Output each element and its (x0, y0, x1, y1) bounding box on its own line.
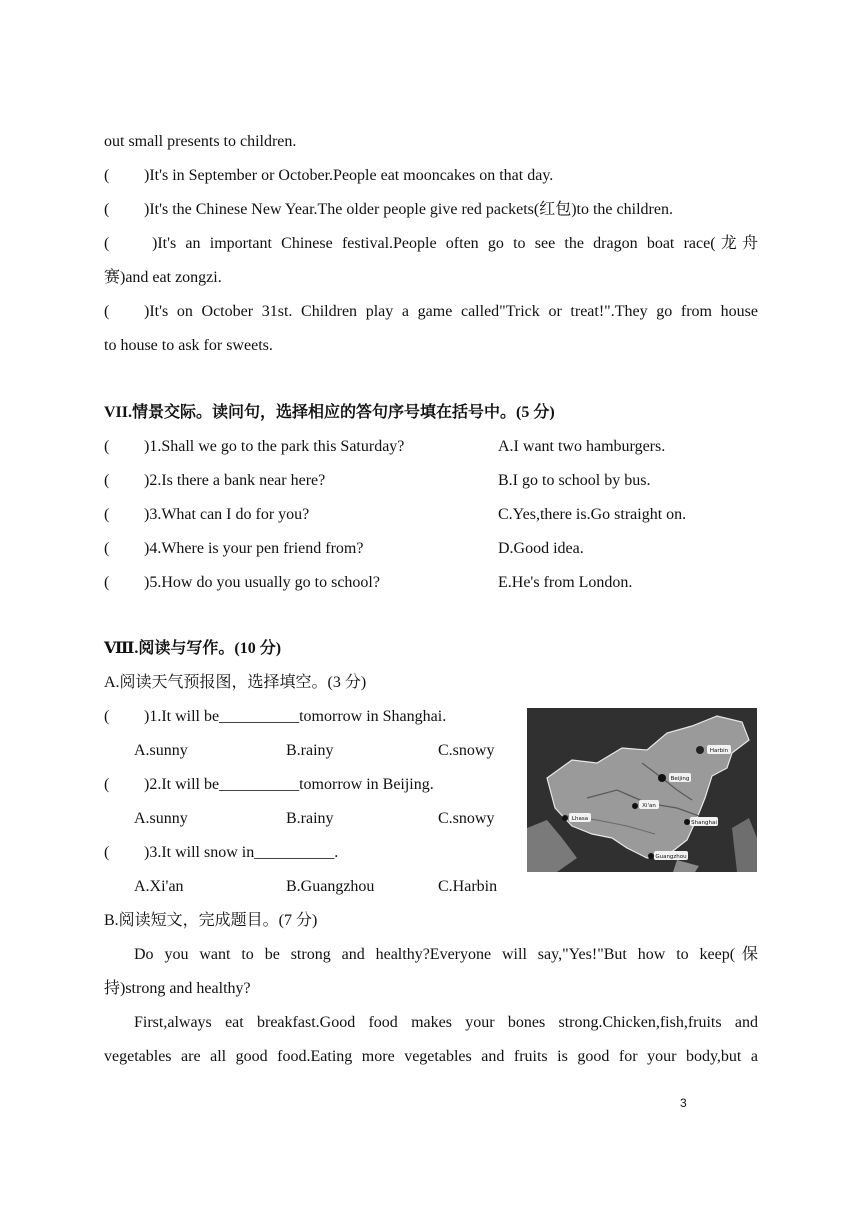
festival-item-4 (104, 302, 758, 322)
festival-item-3 (104, 234, 758, 254)
snow-marker (696, 746, 704, 754)
dialogue-answer-b: B.I go to school by bus. (498, 472, 651, 489)
sun-marker (658, 774, 666, 782)
dialogue-question-4: ( )4.Where is your pen friend from? (104, 540, 364, 557)
festival-item-2 (104, 200, 758, 220)
cloud-marker (632, 803, 638, 809)
weather-question-3: ( )3.It will snow in__________. (104, 844, 339, 861)
weather-marker (648, 853, 654, 859)
section-8-title: Ⅷ.阅读与写作。(10 分) (104, 640, 282, 657)
map-label-xian-text: Xi'an (642, 803, 656, 809)
answer-bracket[interactable]: ( (104, 167, 110, 184)
map-label-shanghai-text: Shanghai (691, 820, 717, 826)
answer-bracket[interactable]: ( (104, 776, 110, 793)
festival-item-3-cont: 赛)and eat zongzi. (104, 269, 222, 286)
passage-p1-line2: 持)strong and healthy? (104, 980, 251, 997)
festival-item-1 (104, 166, 758, 186)
weather-question-1: ( )1.It will be__________tomorrow in Shanghai. (104, 708, 447, 725)
option-a[interactable]: A.sunny (134, 810, 188, 827)
part-b-title: B.阅读短文，完成题目。(7 分) (104, 912, 318, 929)
dialogue-answer-a: A.I want two hamburgers. (498, 438, 666, 455)
festival-text: )It's an important Chinese festival.People often go to see the dragon boat race(龙舟 (152, 235, 758, 252)
dialogue-question-2: ( )2.Is there a bank near here? (104, 472, 326, 489)
option-a[interactable]: A.Xi'an (134, 878, 184, 895)
option-b[interactable]: B.rainy (286, 810, 334, 827)
dialogue-answer-d: D.Good idea. (498, 540, 584, 557)
festival-line-0: out small presents to children. (104, 133, 297, 150)
answer-bracket[interactable]: ( (104, 201, 110, 218)
passage-p1-line1: Do you want to be strong and healthy?Everyone will say,"Yes!"But how to keep(保 (134, 946, 758, 963)
rain-marker (684, 819, 690, 825)
answer-bracket[interactable]: ( (104, 540, 110, 557)
option-b[interactable]: B.Guangzhou (286, 878, 375, 895)
weather-forecast-map (527, 708, 757, 872)
festival-text: )It's the Chinese New Year.The older people give red packets(红包)to the children. (144, 201, 673, 218)
answer-bracket[interactable]: ( (104, 574, 110, 591)
section-7-title: VII.情景交际。读问句，选择相应的答句序号填在括号中。(5 分) (104, 404, 555, 421)
option-c[interactable]: C.Harbin (438, 878, 498, 895)
festival-text: )It's in September or October.People eat mooncakes on that day. (144, 167, 554, 184)
option-c[interactable]: C.snowy (438, 810, 495, 827)
map-label-beijing-text: Beijing (670, 776, 690, 782)
answer-bracket[interactable]: ( (104, 506, 110, 523)
dialogue-answer-c: C.Yes,there is.Go straight on. (498, 506, 687, 523)
dialogue-question-3: ( )3.What can I do for you? (104, 506, 310, 523)
dialogue-answer-e: E.He's from London. (498, 574, 633, 591)
answer-bracket[interactable]: ( (104, 708, 110, 725)
dialogue-question-5: ( )5.How do you usually go to school? (104, 574, 380, 591)
weather-question-2: ( )2.It will be__________tomorrow in Beijing. (104, 776, 434, 793)
map-label-harbin-text: Harbin (709, 748, 729, 754)
option-c[interactable]: C.snowy (438, 742, 495, 759)
page-number: 3 (680, 1096, 687, 1110)
weather-marker (562, 815, 568, 821)
passage-p2-line1: First,always eat breakfast.Good food makes your bones strong.Chicken,fish,fruits and (134, 1014, 758, 1031)
answer-bracket[interactable]: ( (104, 303, 110, 320)
answer-bracket[interactable]: ( (104, 235, 110, 252)
answer-bracket[interactable]: ( (104, 844, 110, 861)
map-label-guangzhou-text: Guangzhou (655, 854, 687, 860)
map-label-lhasa-text: Lhasa (571, 816, 589, 822)
answer-bracket[interactable]: ( (104, 438, 110, 455)
dialogue-question-1: ( )1.Shall we go to the park this Saturday? (104, 438, 405, 455)
passage-p2-line2: vegetables are all good food.Eating more vegetables and fruits is good for your body,but a (104, 1048, 758, 1065)
answer-bracket[interactable]: ( (104, 472, 110, 489)
option-b[interactable]: B.rainy (286, 742, 334, 759)
festival-item-4-cont: to house to ask for sweets. (104, 337, 273, 354)
option-a[interactable]: A.sunny (134, 742, 188, 759)
part-a-title: A.阅读天气预报图，选择填空。(3 分) (104, 674, 367, 691)
festival-text: )It's on October 31st. Children play a game called"Trick or treat!".They go from house (144, 303, 758, 320)
